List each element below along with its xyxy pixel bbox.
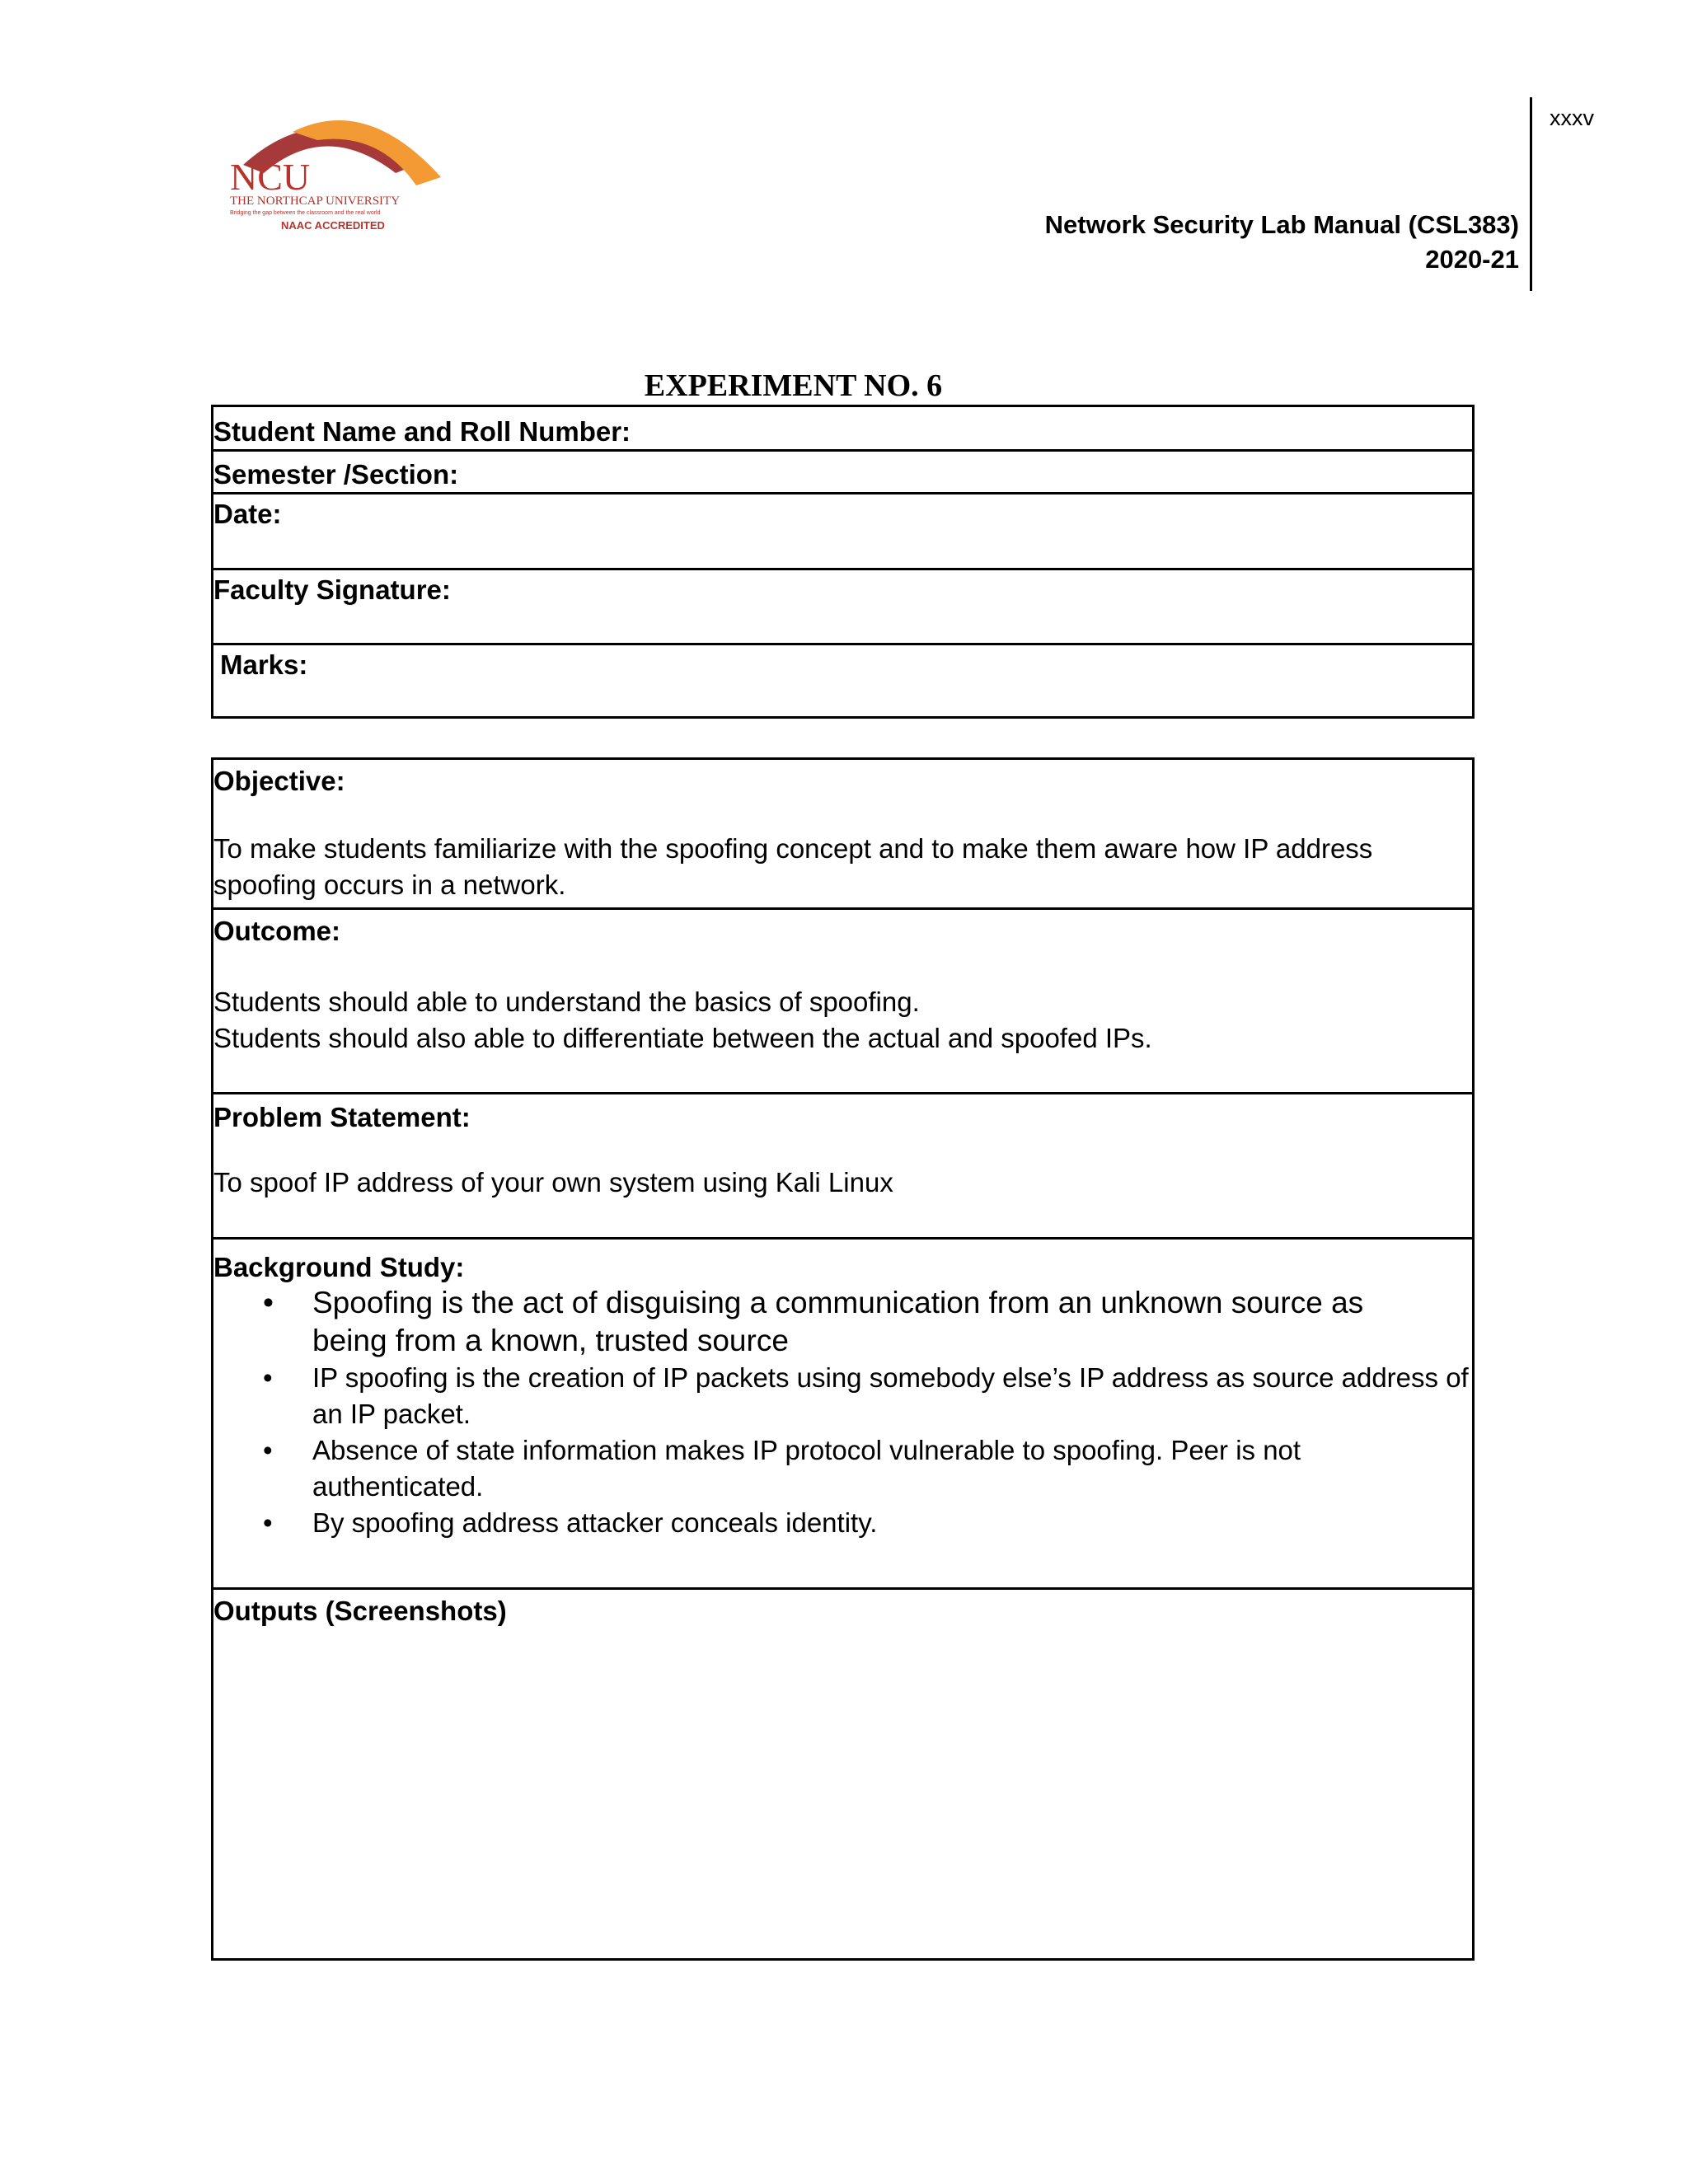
student-label: Student Name and Roll Number: [213,416,631,447]
student-row [213,407,1472,452]
page-header [1045,208,1519,277]
background-item-text: By spoofing address attacker conceals identity. [312,1507,878,1538]
outcome-label: Outcome: [213,916,341,946]
university-logo-graphic [227,107,449,239]
outcome-line-1: Students should able to understand the basics of spoofing. [213,987,920,1017]
semester-row [213,452,1472,494]
logo-tagline: Bridging the gap between the classroom and the real world [230,210,381,216]
bullet-icon: • [263,1286,274,1319]
experiment-content-table [211,757,1475,1961]
marks-label: Marks: [220,649,308,680]
bullet-icon: • [263,1362,273,1393]
outputs-label: Outputs (Screenshots) [213,1596,507,1626]
background-item-text: IP spoofing is the creation of IP packets using somebody else’s IP address as source address of an IP packet. [312,1362,1469,1429]
bullet-icon: • [263,1435,273,1465]
background-list [213,1284,1472,1541]
problem-text: To spoof IP address of your own system using Kali Linux [213,1167,893,1197]
objective-text: To make students familiarize with the spoofing concept and to make them aware how IP address spoofing occurs in a network. [213,833,1373,900]
background-label: Background Study: [213,1252,465,1282]
background-item [263,1505,1472,1541]
background-item [263,1432,1373,1505]
faculty-signature-label: Faculty Signature: [213,574,451,605]
manual-title: Network Security Lab Manual (CSL383) [1044,210,1519,239]
objective-section [213,760,1472,910]
academic-year: 2020-21 [1425,245,1519,274]
page-number: xxxv [1550,105,1594,130]
logo-abbr: NCU [230,156,311,198]
faculty-row [213,570,1472,645]
university-logo [227,107,449,239]
date-label: Date: [213,499,282,529]
header-divider [1530,97,1532,291]
experiment-title: EXPERIMENT NO. 6 [644,368,943,403]
objective-label: Objective: [213,766,345,796]
background-item-text: Spoofing is the act of disguising a communication from an unknown source as being from a known, trusted source [312,1286,1364,1357]
background-item-text: Absence of state information makes IP protocol vulnerable to spoofing. Peer is not authenticated. [312,1435,1301,1502]
outcome-line-2: Students should also able to differentiate between the actual and spoofed IPs. [213,1023,1152,1053]
outputs-section [213,1590,1472,1957]
student-info-table [211,405,1475,719]
outcome-section [213,910,1472,1094]
logo-accreditation: NAAC ACCREDITED [281,219,385,232]
semester-label: Semester /Section: [213,459,459,490]
bullet-icon: • [263,1507,273,1538]
problem-label: Problem Statement: [213,1102,471,1132]
logo-name: THE NORTHCAP UNIVERSITY [230,194,401,208]
background-item [263,1284,1439,1360]
problem-section [213,1094,1472,1240]
marks-row [213,645,1472,716]
background-item [263,1360,1472,1432]
date-row [213,494,1472,570]
background-section [213,1240,1472,1590]
